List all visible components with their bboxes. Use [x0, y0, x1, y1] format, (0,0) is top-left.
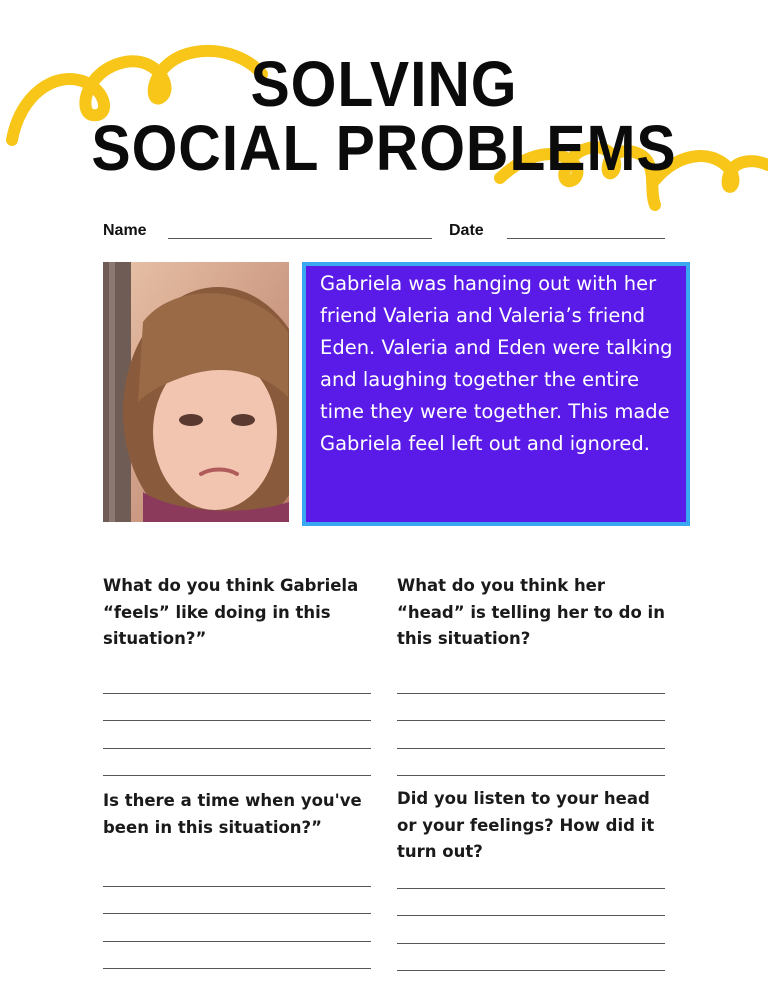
title-line-1: SOLVING — [250, 48, 518, 120]
answer-line[interactable] — [397, 888, 665, 889]
answer-line[interactable] — [103, 748, 371, 749]
answer-line[interactable] — [103, 775, 371, 776]
answer-line[interactable] — [397, 915, 665, 916]
name-label: Name — [103, 222, 147, 239]
answer-line[interactable] — [397, 970, 665, 971]
date-label: Date — [449, 222, 484, 239]
answer-line[interactable] — [103, 913, 371, 914]
answer-line[interactable] — [397, 775, 665, 776]
question-4: Did you listen to your head or your feelings? How did it turn out? — [397, 789, 655, 861]
story-box — [302, 262, 690, 526]
question-3: Is there a time when you've been in this situation?” — [103, 791, 362, 837]
answer-line[interactable] — [397, 748, 665, 749]
question-2: What do you think her “head” is telling her to do in this situation? — [397, 576, 665, 648]
answer-line[interactable] — [103, 968, 371, 969]
answer-line[interactable] — [397, 693, 665, 694]
story-text: Gabriela was hanging out with her friend Valeria and Valeria’s friend Eden. Valeria and Eden were talking and laughing together the entire time they were together. This made Gabriela feel left out and ignored. — [320, 272, 673, 455]
answer-line[interactable] — [103, 941, 371, 942]
answer-line[interactable] — [103, 886, 371, 887]
answer-line[interactable] — [103, 693, 371, 694]
date-line[interactable] — [507, 238, 665, 239]
name-line[interactable] — [168, 238, 432, 239]
answer-line[interactable] — [397, 720, 665, 721]
answer-line[interactable] — [397, 943, 665, 944]
title-line-2: SOCIAL PROBLEMS — [91, 112, 677, 184]
sad-girl-photo — [103, 262, 289, 522]
answer-line[interactable] — [103, 720, 371, 721]
question-1: What do you think Gabriela “feels” like doing in this situation?” — [103, 576, 359, 648]
